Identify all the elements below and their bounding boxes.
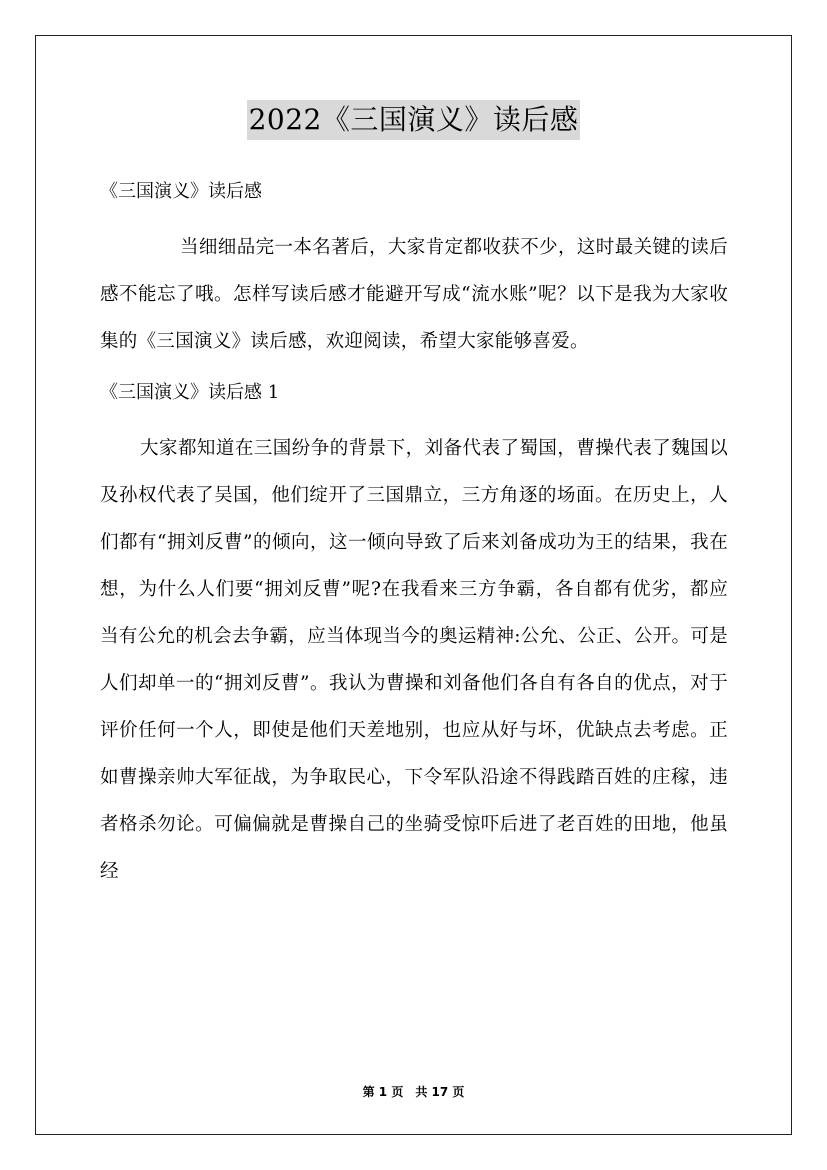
page-footer (0, 1083, 827, 1100)
page-number-label: 第 1 页 共 17 页 (362, 1085, 465, 1099)
sub-heading: 《三国演义》读后感 1 (100, 382, 280, 403)
document-title: 2022《三国演义》读后感 (247, 100, 581, 140)
document-body (100, 170, 728, 895)
section-heading: 《三国演义》读后感 (100, 181, 262, 202)
body-paragraph: 大家都知道在三国纷争的背景下，刘备代表了蜀国，曹操代表了魏国以及孙权代表了吴国，他们绽开了三国鼎立，三方角逐的场面。在历史上，人们都有“拥刘反曹”的倾向，这一倾向导致了后来刘备成功为王的结果，我在想，为什么人们要“拥刘反曹”呢?在我看来三方争霸，各自都有优劣，都应当有公允的机会去争霸，应当体现当今的奥运精神:公允、公正、公开。可是人们却单一的“拥刘反曹”。我认为曹操和刘备他们各自有各自的优点，对于评价任何一个人，即使是他们天差地别，也应从好与坏，优缺点去考虑。正如曹操亲帅大军征战，为争取民心，下令军队沿途不得践踏百姓的庄稼，违者格杀勿论。可偏偏就是曹操自己的坐骑受惊吓后进了老百姓的田地，他虽经 (100, 438, 728, 882)
intro-paragraph: 当细细品完一本名著后，大家肯定都收获不少，这时最关键的读后感不能忘了哦。怎样写读后感才能避开写成“流水账”呢？以下是我为大家收集的《三国演义》读后感，欢迎阅读，希望大家能够喜爱。 (100, 237, 728, 352)
title-container (0, 100, 827, 140)
